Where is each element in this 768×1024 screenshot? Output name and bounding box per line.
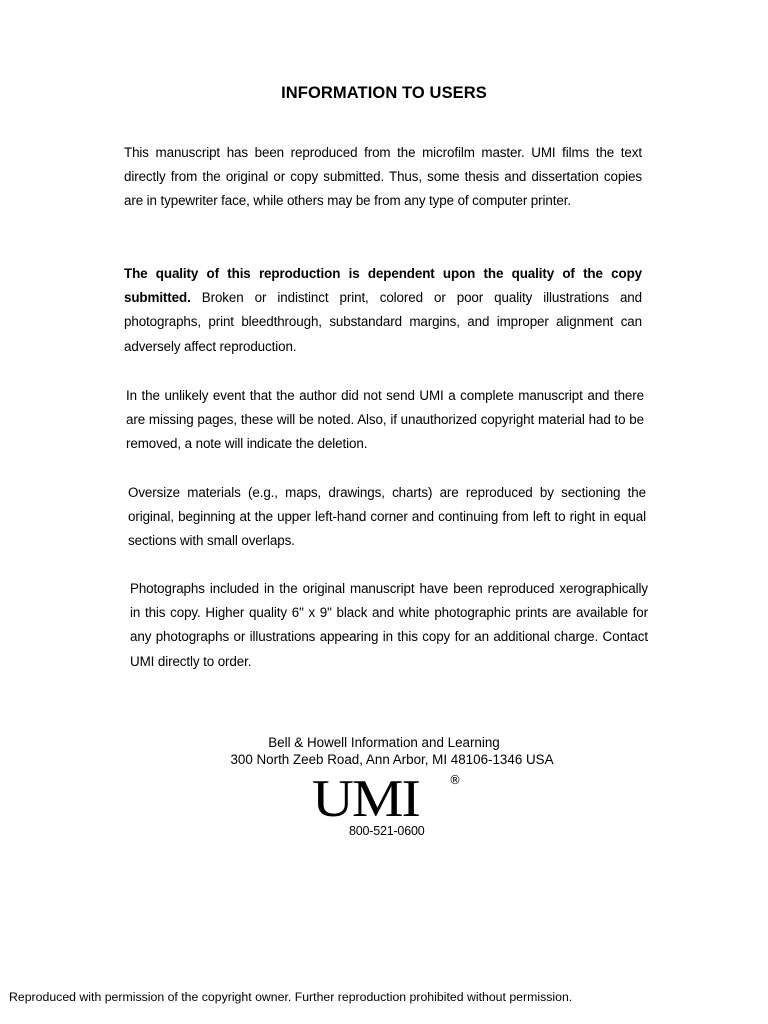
- quality-notice-text: Broken or indistinct print, colored or poor quality illustrations and photographs, print bleedthrough, substandard margins, and improper alignment can adversely affect reproduction.: [124, 290, 642, 354]
- umi-phone-number: 800-521-0600: [349, 824, 425, 838]
- quality-notice-bold-text: The quality of this reproduction is dependent upon the quality of the copy submitted.: [124, 266, 642, 306]
- footer-permission-notice: Reproduced with permission of the copyright owner. Further reproduction prohibited without permission.: [9, 990, 573, 1004]
- registered-mark: ®: [449, 773, 461, 787]
- umi-logo: [304, 768, 474, 852]
- page-title: INFORMATION TO USERS: [281, 84, 487, 102]
- paragraph-oversize-notice: Oversize materials (e.g., maps, drawings, charts) are reproduced by sectioning the original, beginning at the upper left-hand corner and continuing from left to right in equal sections with small overlaps.: [128, 485, 646, 549]
- paragraph-missing-pages-notice: In the unlikely event that the author did not send UMI a complete manuscript and there are missing pages, these will be noted. Also, if unauthorized copyright material had to be removed, a note will indicate the deletion.: [126, 388, 644, 452]
- paragraph-photographs-notice: Photographs included in the original manuscript have been reproduced xerographically in this copy. Higher quality 6" x 9" black and white photographic prints are available for any photographs or illustrations appearing in this copy for an additional charge. Contact UMI directly to order.: [130, 581, 648, 669]
- umi-logo-text: UMI: [312, 768, 419, 829]
- paragraph-microfilm-notice: This manuscript has been reproduced from the microfilm master. UMI films the text directly from the original or copy submitted. Thus, some thesis and dissertation copies are in typewriter face, while others may be from any type of computer printer.: [124, 145, 642, 209]
- address-line-street: 300 North Zeeb Road, Ann Arbor, MI 48106-1346 USA: [230, 752, 554, 767]
- publisher-address: [0, 734, 768, 768]
- address-line-company: Bell & Howell Information and Learning: [268, 735, 500, 750]
- paragraph-quality-notice: [124, 262, 642, 359]
